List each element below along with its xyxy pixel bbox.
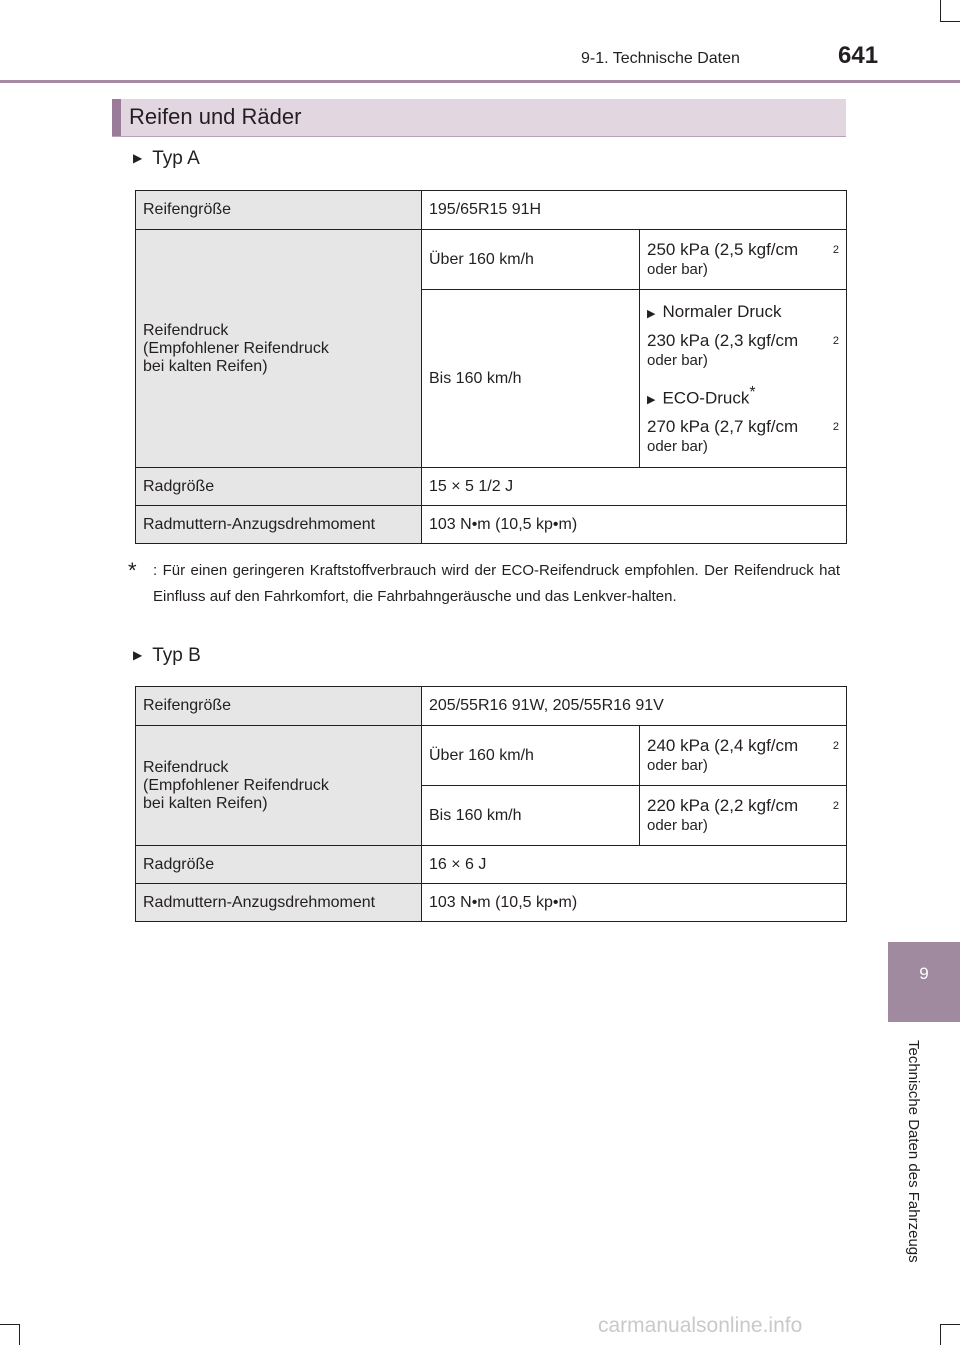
table-row: [136, 468, 847, 506]
chapter-tab: 9: [888, 942, 960, 1022]
pressure-value: [647, 796, 839, 816]
speed-over-160-label: Über 160 km/h: [422, 230, 640, 290]
pressure-value-main: 230 kPa (2,3 kgf/cm: [647, 330, 799, 350]
pressure-value-main: 250 kPa (2,5 kgf/cm: [647, 240, 799, 259]
speed-under-160-value: [640, 290, 847, 468]
header-rule: [0, 80, 960, 83]
crop-mark: [940, 0, 941, 22]
eco-pressure-heading: [647, 382, 839, 412]
tire-pressure-label: [136, 230, 422, 468]
table-row: [136, 884, 847, 922]
tire-size-value: 205/55R16 91W, 205/55R16 91V: [422, 687, 847, 726]
tire-size-value: 195/65R15 91H: [422, 191, 847, 230]
pressure-value-unit: oder bar): [647, 757, 708, 774]
crop-mark: [940, 1324, 941, 1345]
speed-over-160-label: Über 160 km/h: [422, 726, 640, 786]
footnote-marker: *: [128, 558, 137, 583]
tire-pressure-label: [136, 726, 422, 846]
pressure-value-main: 240 kPa (2,4 kgf/cm: [647, 736, 799, 755]
section-accent: [112, 99, 121, 136]
crop-mark: [940, 1324, 960, 1325]
pressure-value-unit: oder bar): [647, 438, 708, 456]
pressure-value: [647, 331, 839, 351]
pressure-value: [647, 736, 839, 756]
crop-mark: [0, 1324, 20, 1325]
wheel-size-value: 15 × 5 1/2 J: [422, 468, 847, 506]
type-a-heading: [133, 148, 200, 170]
pressure-label-line: bei kalten Reifen): [143, 357, 268, 375]
pressure-value: [647, 240, 839, 260]
table-row: [136, 191, 847, 230]
crop-mark: [940, 21, 960, 22]
pressure-value-unit: oder bar): [647, 261, 708, 278]
pressure-value-unit: oder bar): [647, 817, 708, 834]
pressure-value-sup: 2: [832, 244, 839, 256]
triangle-bullet-icon: ▶: [133, 648, 143, 662]
torque-label: Radmuttern-Anzugsdrehmoment: [136, 506, 422, 544]
page-number: 641: [838, 42, 879, 69]
speed-under-160-label: Bis 160 km/h: [422, 786, 640, 846]
pressure-value-main: 220 kPa (2,2 kgf/cm: [647, 796, 799, 815]
torque-value: 103 N•m (10,5 kp•m): [422, 884, 847, 922]
triangle-bullet-icon: ▶: [647, 394, 656, 407]
torque-label: Radmuttern-Anzugsdrehmoment: [136, 884, 422, 922]
tire-size-label: Reifengröße: [136, 191, 422, 230]
speed-over-160-value: [640, 230, 847, 290]
triangle-bullet-icon: ▶: [647, 307, 656, 320]
table-row: [136, 846, 847, 884]
wheel-size-label: Radgröße: [136, 468, 422, 506]
table-row: [136, 230, 847, 290]
type-a-heading-text: Typ A: [152, 148, 200, 169]
speed-under-160-label: Bis 160 km/h: [422, 290, 640, 468]
section-title-bar: [112, 99, 846, 137]
table-row: [136, 506, 847, 544]
section-title: Reifen und Räder: [129, 104, 302, 129]
footnote-marker: *: [749, 383, 756, 401]
speed-over-160-value: [640, 726, 847, 786]
pressure-label-line: (Empfohlener Reifendruck: [143, 776, 329, 794]
watermark: carmanualsonline.info: [598, 1314, 803, 1337]
torque-value: 103 N•m (10,5 kp•m): [422, 506, 847, 544]
normal-pressure-heading: [647, 301, 839, 325]
table-row: [136, 687, 847, 726]
pressure-label-line: (Empfohlener Reifendruck: [143, 339, 329, 357]
pressure-label-line: bei kalten Reifen): [143, 794, 268, 812]
crop-mark: [19, 1324, 20, 1345]
pressure-value-main: 270 kPa (2,7 kgf/cm: [647, 417, 799, 437]
pressure-value-sup: 2: [832, 740, 839, 752]
pressure-value: [647, 417, 839, 437]
pressure-value-unit: oder bar): [647, 351, 708, 369]
pressure-value-sup: 2: [832, 334, 839, 347]
triangle-bullet-icon: ▶: [133, 151, 143, 165]
normal-pressure-label: Normaler Druck: [662, 301, 782, 321]
footnote-text: : Für einen geringeren Kraftstoffverbrauch wird der ECO-Reifendruck empfohlen. Der Reifendruck hat Einfluss auf den Fahrkomfort, die Fahrbahngeräusche und das Lenkver-halten.: [153, 562, 840, 605]
tire-size-label: Reifengröße: [136, 687, 422, 726]
type-b-table: [135, 686, 847, 922]
eco-pressure-label: ECO-Druck: [662, 388, 750, 408]
type-b-heading: [133, 645, 201, 667]
wheel-size-label: Radgröße: [136, 846, 422, 884]
running-header: 9-1. Technische Daten: [581, 50, 740, 67]
speed-under-160-value: [640, 786, 847, 846]
chapter-side-label-text: Technische Daten des Fahrzeugs: [905, 1040, 922, 1263]
pressure-value-sup: 2: [832, 800, 839, 812]
wheel-size-value: 16 × 6 J: [422, 846, 847, 884]
footnote: [128, 555, 840, 610]
pressure-label-line: Reifendruck: [143, 321, 229, 339]
table-row: [136, 726, 847, 786]
pressure-value-sup: 2: [832, 421, 839, 434]
type-a-table: [135, 190, 847, 544]
pressure-label-line: Reifendruck: [143, 758, 229, 776]
type-b-heading-text: Typ B: [152, 645, 201, 666]
